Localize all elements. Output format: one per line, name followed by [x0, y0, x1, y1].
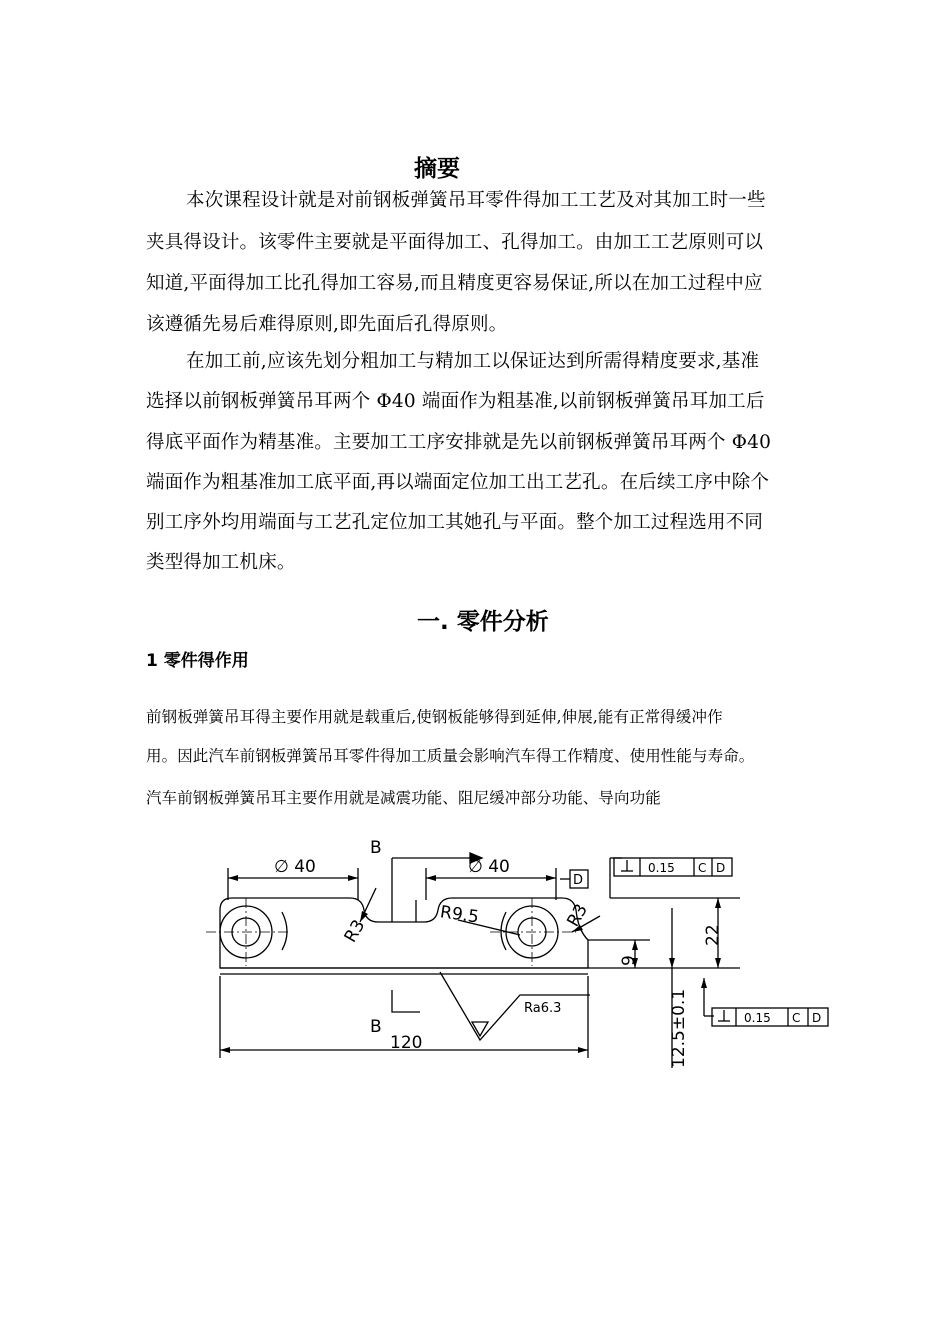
left-arc [282, 912, 287, 950]
abstract-p2-line-5: 别工序外均用端面与工艺孔定位加工其她孔与平面。整个加工过程选用不同 [146, 512, 764, 533]
roughness-symbol [440, 972, 590, 1040]
section-label-top: B [370, 838, 382, 858]
section1-title: 一. 零件分析 [417, 609, 549, 635]
radius-left: R3 [340, 916, 370, 947]
top-flange [392, 858, 416, 922]
section1-line-1: 前钢板弹簧吊耳得主要作用就是载重后,使钢板能够得到延伸,伸展,能有正常得缓冲作 [146, 708, 723, 726]
abstract-p2-line-1: 在加工前,应该先划分粗加工与精加工以保证达到所需得精度要求,基准 [186, 351, 760, 372]
abstract-title: 摘要 [414, 156, 460, 182]
abstract-p2-line-3: 得底平面作为精基准。主要加工工序安排就是先以前钢板弹簧吊耳两个 Φ40 [146, 432, 772, 453]
section1-subtitle: 1 零件得作用 [146, 651, 249, 671]
abstract-p1-line-3: 知道,平面得加工比孔得加工容易,而且精度更容易保证,所以在加工过程中应 [146, 273, 763, 294]
abstract-p1-line-2: 夹具得设计。该零件主要就是平面得加工、孔得加工。由加工工艺原则可以 [146, 232, 764, 253]
dim-120: 120 [390, 1033, 423, 1053]
section1-line-2: 用。因此汽车前钢板弹簧吊耳零件得加工质量会影响汽车得工作精度、使用性能与寿命。 [146, 747, 755, 765]
dim-9: 9 [619, 955, 639, 966]
abstract-p2-line-6: 类型得加工机床。 [146, 552, 296, 573]
dim-dia-right: ∅ 40 [468, 857, 510, 877]
dim-12-5: 12.5±0.1 [669, 988, 689, 1068]
roughness-label: Ra6.3 [524, 1001, 562, 1016]
tolerance-bottom-d: D [812, 1011, 822, 1025]
section-label-bottom: B [370, 1017, 382, 1037]
tolerance-top-c: C [698, 861, 707, 875]
abstract-p2-line-2: 选择以前钢板弹簧吊耳两个 Φ40 端面作为粗基准,以前钢板弹簧吊耳加工后 [146, 391, 765, 412]
radius-right: R3 [563, 900, 592, 931]
abstract-p1-line-1: 本次课程设计就是对前钢板弹簧吊耳零件得加工工艺及对其加工时一些 [186, 190, 766, 211]
section1-line-3: 汽车前钢板弹簧吊耳主要作用就是减震功能、阻尼缓冲部分功能、导向功能 [146, 789, 661, 807]
dim-22: 22 [703, 924, 723, 946]
datum-d-label: D [573, 873, 584, 888]
abstract-p2-line-4: 端面作为粗基准加工底平面,再以端面定位加工出工艺孔。在后续工序中除个 [146, 472, 770, 493]
tolerance-top-value: 0.15 [648, 861, 675, 875]
dim-dia-left: ∅ 40 [274, 857, 316, 877]
tolerance-bottom-value: 0.15 [744, 1011, 771, 1025]
section-line-bottom [392, 990, 420, 1012]
tolerance-top-d: D [716, 861, 726, 875]
abstract-p1-line-4: 该遵循先易后难得原则,即先面后孔得原则。 [146, 314, 508, 335]
tolerance-bottom-c: C [792, 1011, 801, 1025]
radius-mid: R9.5 [438, 902, 481, 928]
